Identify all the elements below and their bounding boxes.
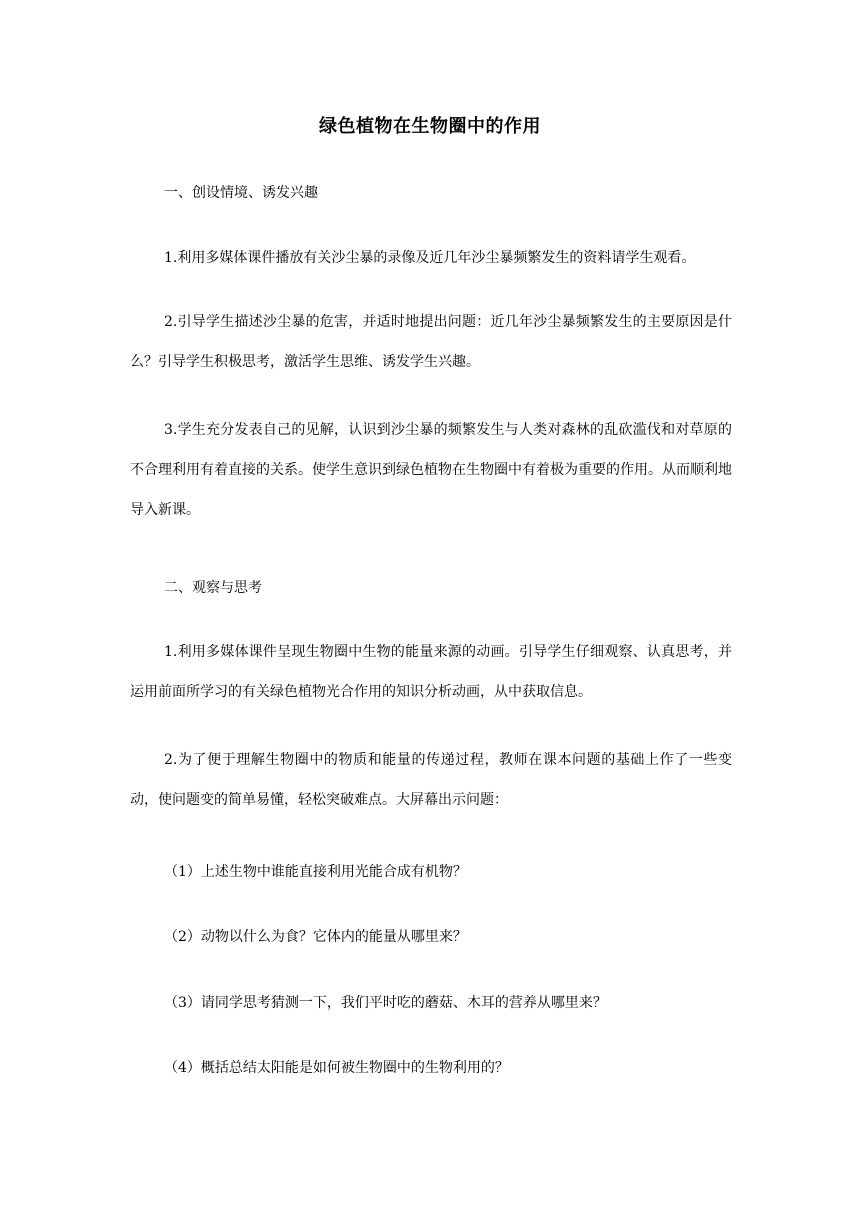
question-4: （4）概括总结太阳能是如何被生物圈中的生物利用的？ xyxy=(164,1060,509,1076)
paragraph-1-1: 1.利用多媒体课件播放有关沙尘暴的录像及近几年沙尘暴频繁发生的资料请学生观看。 xyxy=(164,250,696,266)
paragraph-1-2: 2.引导学生描述沙尘暴的危害，并适时地提出问题：近几年沙尘暴频繁发生的主要原因是什么？引导学生积极思考，激活学生思维、诱发学生兴趣。 xyxy=(130,314,732,370)
paragraph-2-2: 2.为了便于理解生物圈中的物质和能量的传递过程，教师在课本问题的基础上作了一些变动，使问题变的简单易懂，轻松突破难点。大屏幕出示问题： xyxy=(130,752,732,808)
document-title: 绿色植物在生物圈中的作用 xyxy=(319,116,541,137)
paragraph-2-1: 1.利用多媒体课件呈现生物圈中生物的能量来源的动画。引导学生仔细观察、认真思考，并运用前面所学习的有关绿色植物光合作用的知识分析动画，从中获取信息。 xyxy=(130,644,732,700)
paragraph-1-3: 3.学生充分发表自己的见解，认识到沙尘暴的频繁发生与人类对森林的乱砍滥伐和对草原的不合理利用有着直接的关系。使学生意识到绿色植物在生物圈中有着极为重要的作用。从而顺利地导入新课。 xyxy=(130,422,732,518)
question-1: （1）上述生物中谁能直接利用光能合成有机物？ xyxy=(164,864,467,880)
question-3: （3）请同学思考猜测一下，我们平时吃的蘑菇、木耳的营养从哪里来？ xyxy=(164,995,607,1011)
question-2: （2）动物以什么为食？它体内的能量从哪里来？ xyxy=(164,929,467,945)
section-heading-1: 一、创设情境、诱发兴趣 xyxy=(164,185,318,201)
section-heading-2: 二、观察与思考 xyxy=(164,580,262,596)
